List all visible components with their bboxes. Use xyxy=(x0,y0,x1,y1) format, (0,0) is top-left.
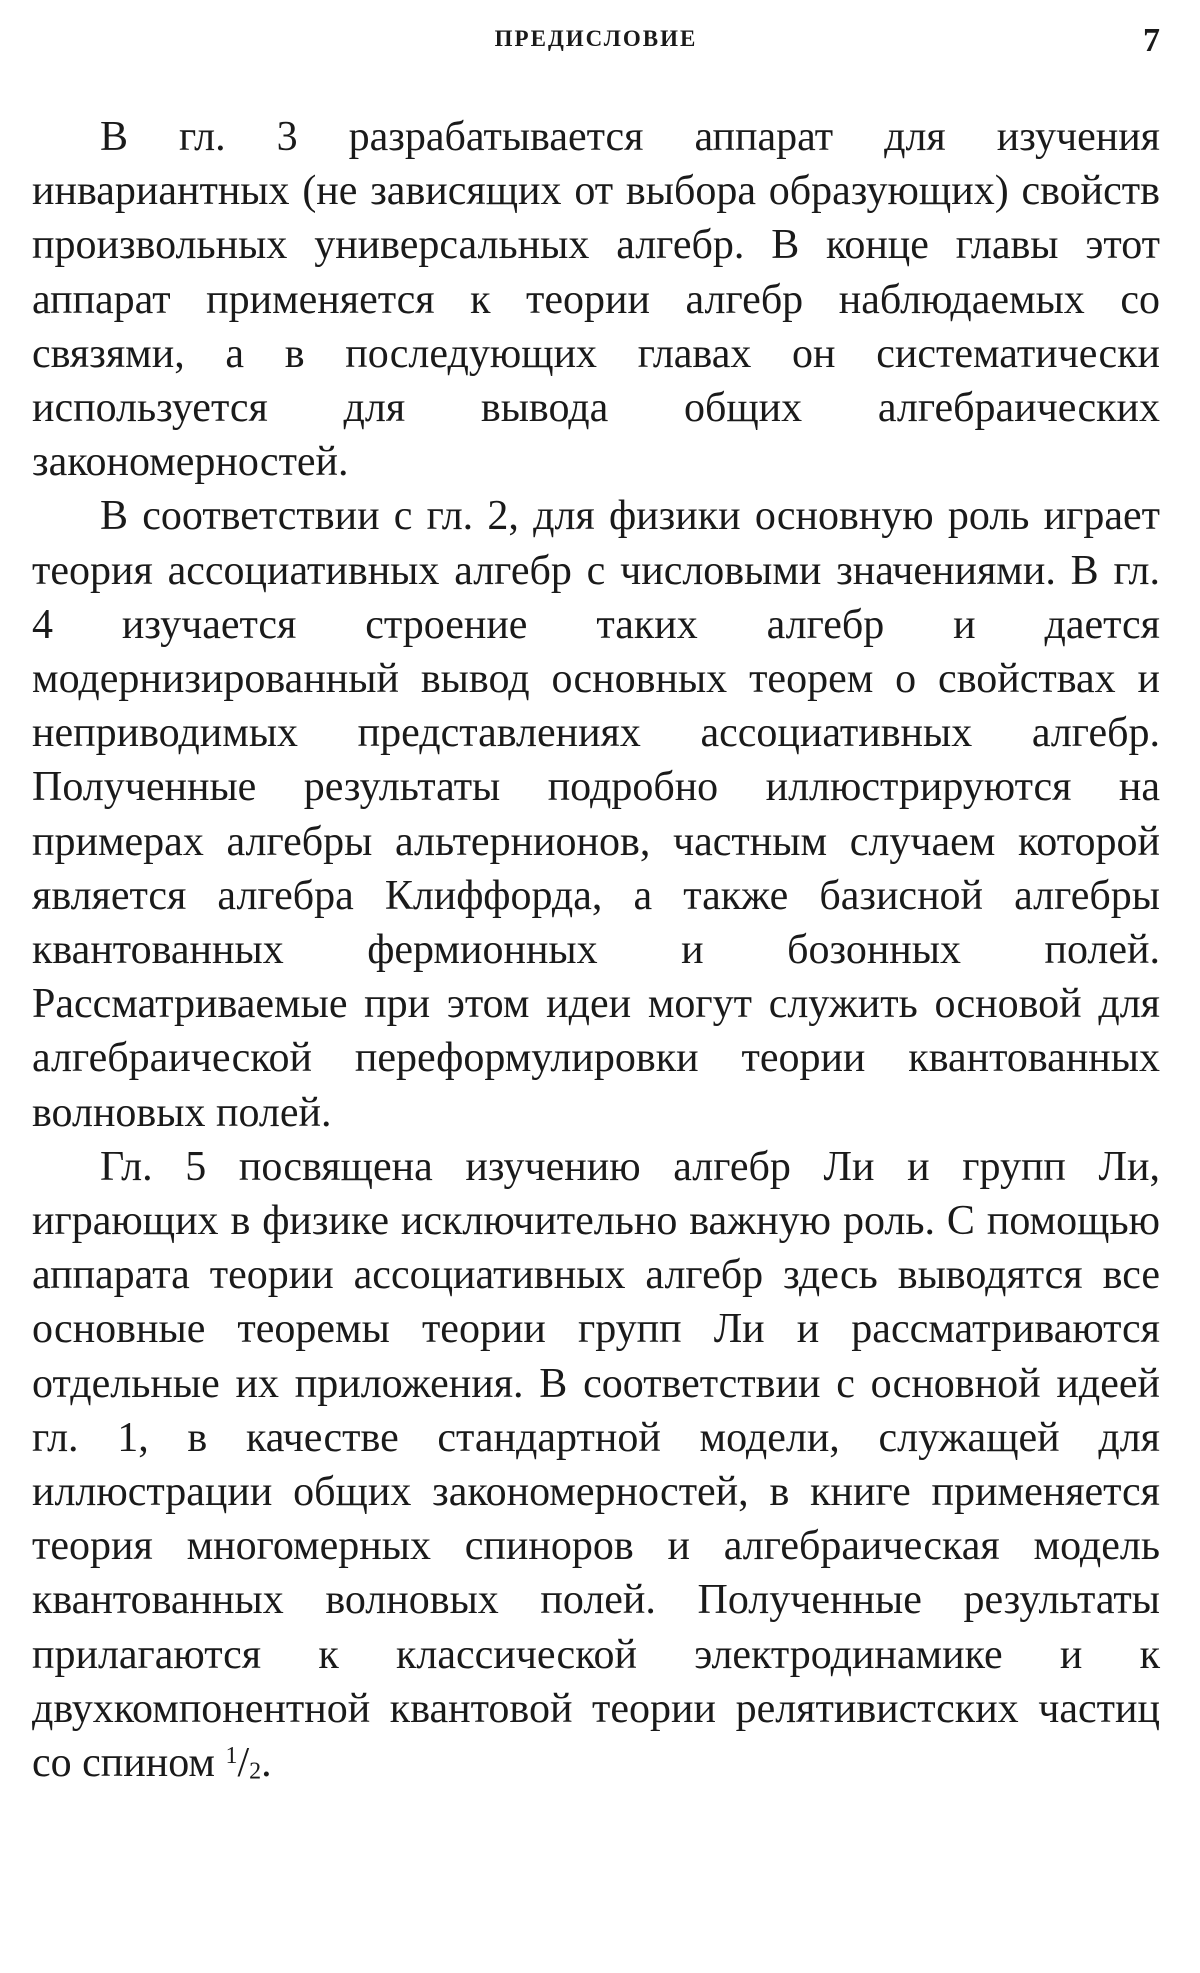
page-number: 7 xyxy=(1143,22,1160,59)
running-title: ПРЕДИСЛОВИЕ xyxy=(494,26,698,51)
book-page xyxy=(32,0,1160,1973)
paragraph-chapter-3: В гл. 3 разрабатывается аппарат для изучения инвариантных (не зависящих от выбора образующих) свойств произвольных универсальных алгебр. В конце главы этот аппарат применяется к теории алгебр наблюдаемых со связями, а в последующих главах он систематически используется для вывода общих алгебраических закономерностей. xyxy=(32,114,1160,486)
paragraph-chapter-4: В соответствии с гл. 2, для физики основную роль играет теория ассоциативных алгебр с числовыми значениями. В гл. 4 изучается строение таких алгебр и дается модернизированный вывод основных теорем о свойствах и неприводимых представлениях ассоциативных алгебр. Полученные результаты подробно иллюстрируются на примерах алгебры альтернионов, частным случаем которой является алгебра Клиффорда, а также базисной алгебры квантованных фермионных и бозонных полей. Рассматриваемые при этом идеи могут служить основой для алгебраической переформулировки теории квантованных волновых полей. xyxy=(32,493,1160,1136)
running-head xyxy=(32,22,1160,62)
fraction-numerator: 1 xyxy=(225,1742,238,1769)
paragraph-chapter-5-text: Гл. 5 посвящена изучению алгебр Ли и групп Ли, играющих в физике исключительно важную роль. С помощью аппарата теории ассоциативных алгебр здесь выводятся все основные теоремы теории групп Ли и рассматриваются отдельные их приложения. В соответствии с основной идеей гл. 1, в качестве стандартной модели, служащей для иллюстрации общих закономерностей, в книге применяется теория многомерных спиноров и алгебраическая модель квантованных волновых полей. Полученные результаты прилагаются к классической электродинамике и к двухкомпонентной квантовой теории релятивистских частиц со спином xyxy=(32,1143,1160,1787)
spin-fraction xyxy=(226,1740,272,1786)
fraction-end-punct: . xyxy=(261,1740,272,1787)
fraction-denominator: 2 xyxy=(249,1758,262,1785)
fraction-slash: / xyxy=(237,1740,250,1787)
body-text xyxy=(32,110,1160,1790)
paragraph-chapter-5 xyxy=(32,1140,1160,1790)
